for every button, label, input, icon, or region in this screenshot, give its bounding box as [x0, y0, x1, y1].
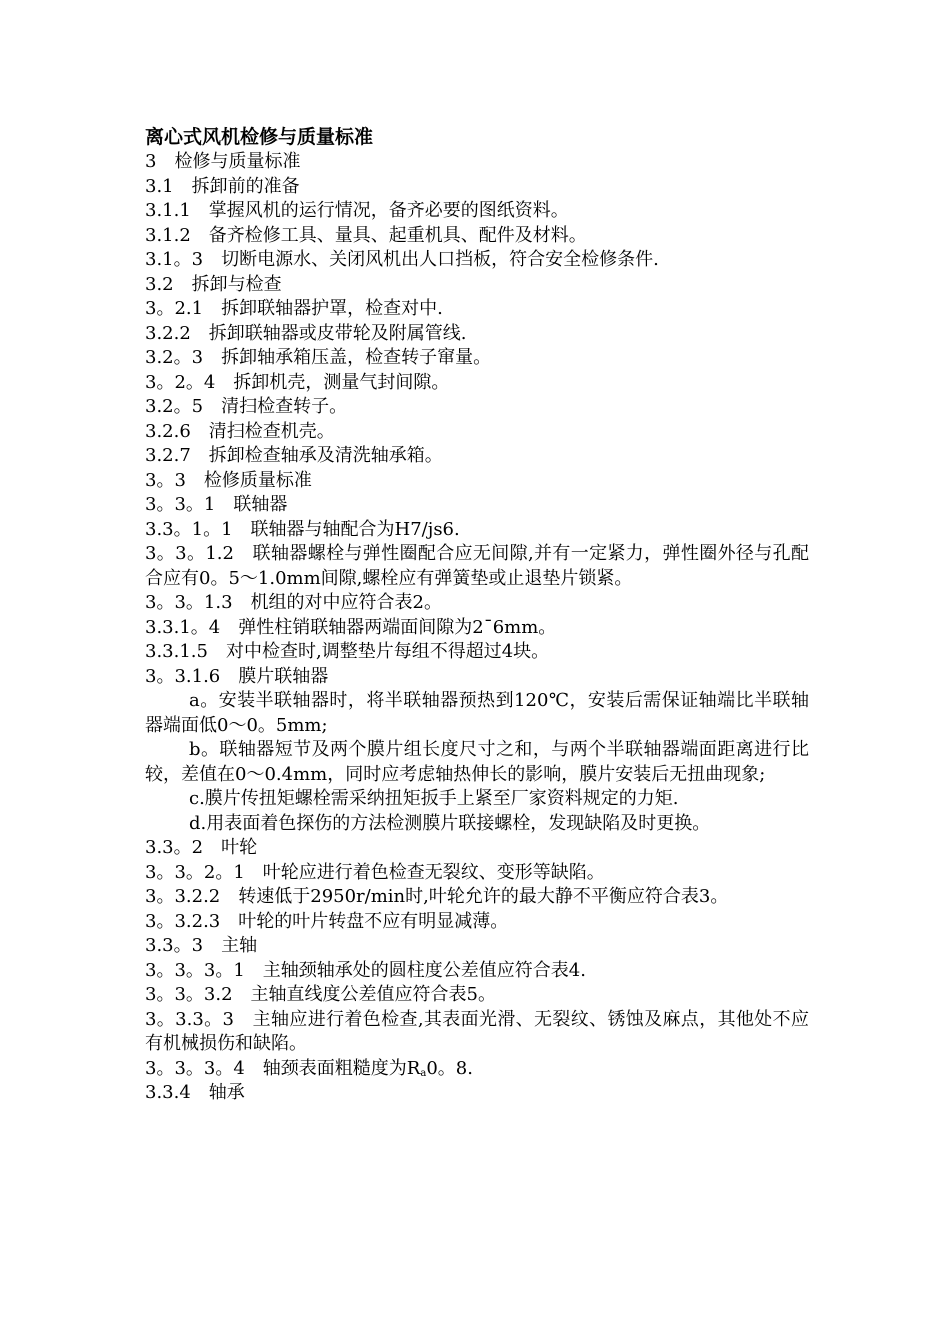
- text-line: 3。2。4 拆卸机壳，测量气封间隙。: [145, 371, 450, 393]
- roughness-subscript: a: [420, 1067, 427, 1079]
- text-line: 3.3.4 轴承: [145, 1082, 245, 1103]
- text-line: 3.3。2 叶轮: [145, 837, 258, 858]
- text-paragraph: 3。3.2.2 转速低于2950r/min时,叶轮允许的最大静不平衡应符合表3。: [145, 886, 729, 907]
- text-line: 3。3。3.2 主轴直线度公差值应符合表5。: [145, 984, 496, 1005]
- text-line: 3。3。3。1 主轴颈轴承处的圆柱度公差值应符合表4.: [145, 959, 586, 981]
- text-line: 3.1.2 备齐检修工具、量具、起重机具、配件及材料。: [145, 224, 587, 246]
- text-line: 3.1。3 切断电源水、关闭风机出人口挡板，符合安全检修条件.: [145, 249, 659, 270]
- roughness-suffix: 0。8.: [426, 1057, 473, 1079]
- text-line: 3.2 拆卸与检查: [145, 273, 282, 295]
- text-line: 3.2.7 拆卸检查轴承及清洗轴承箱。: [145, 445, 443, 466]
- text-paragraph: 3。3。1.2 联轴器螺栓与弹性圈配合应无间隙,并有一定紧力，弹性圈外径与孔配合应有0。5～1.0mm间隙,螺栓应有弹簧垫或止退垫片锁紧。: [145, 543, 809, 589]
- text-line: 3。3.1.6 膜片联轴器: [145, 665, 329, 687]
- text-line: 3.3.1。4 弹性柱销联轴器两端面间隙为2¯6mm。: [145, 616, 557, 638]
- roughness-prefix: 3。3。3。4 轴颈表面粗糙度为R: [145, 1057, 421, 1079]
- text-paragraph-indented: a。安装半联轴器时，将半联轴器预热到120℃，安装后需保证轴端比半联轴器端面低0～0。5mm;: [145, 690, 809, 736]
- text-paragraph-indented: b。联轴器短节及两个膜片组长度尺寸之和，与两个半联轴器端面距离进行比较，差值在0～0.4mm，同时应考虑轴热伸长的影响，膜片安装后无扭曲现象;: [145, 739, 809, 785]
- text-line: 3.2.2 拆卸联轴器或皮带轮及附属管线.: [145, 322, 467, 344]
- text-line: 3.3。3 主轴: [145, 935, 258, 956]
- text-line: 3。3.2.3 叶轮的叶片转盘不应有明显减薄。: [145, 910, 509, 932]
- text-paragraph: 3。3.3。3 主轴应进行着色检查,其表面光滑、无裂纹、锈蚀及麻点，其他处不应有机械损伤和缺陷。: [145, 1008, 809, 1054]
- text-line: 3。3 检修质量标准: [145, 469, 312, 491]
- text-paragraph-indented: c.膜片传扭矩螺栓需采纳扭矩扳手上紧至厂家资料规定的力矩.: [189, 788, 679, 809]
- text-line: 3 检修与质量标准: [145, 151, 301, 172]
- text-line: 3。3。2。1 叶轮应进行着色检查无裂纹、变形等缺陷。: [145, 861, 605, 883]
- text-line: 3.2.6 清扫检查机壳。: [145, 420, 335, 442]
- text-line: 3。3。1.3 机组的对中应符合表2。: [145, 592, 442, 613]
- text-line: 3.1.1 掌握风机的运行情况，备齐必要的图纸资料。: [145, 200, 569, 221]
- text-line: 3.2。5 清扫检查转子。: [145, 396, 348, 417]
- text-line: 3.3.1.5 对中检查时,调整垫片每组不得超过4块。: [145, 641, 550, 662]
- text-line: 3.1 拆卸前的准备: [145, 175, 300, 197]
- document-title: 离心式风机检修与质量标准: [145, 126, 374, 148]
- text-line: 3。3。1 联轴器: [145, 494, 288, 515]
- document-body: [145, 150, 809, 1106]
- text-paragraph-indented: d.用表面着色探伤的方法检测膜片联接螺栓，发现缺陷及时更换。: [189, 812, 711, 834]
- document-page: [145, 124, 809, 1106]
- text-line: 3。2.1 拆卸联轴器护罩，检查对中.: [145, 298, 443, 319]
- text-line: 3.3。1。1 联轴器与轴配合为H7/js6.: [145, 518, 460, 540]
- roughness-line: [145, 1057, 809, 1082]
- text-line: 3.2。3 拆卸轴承箱压盖，检查转子窜量。: [145, 347, 492, 368]
